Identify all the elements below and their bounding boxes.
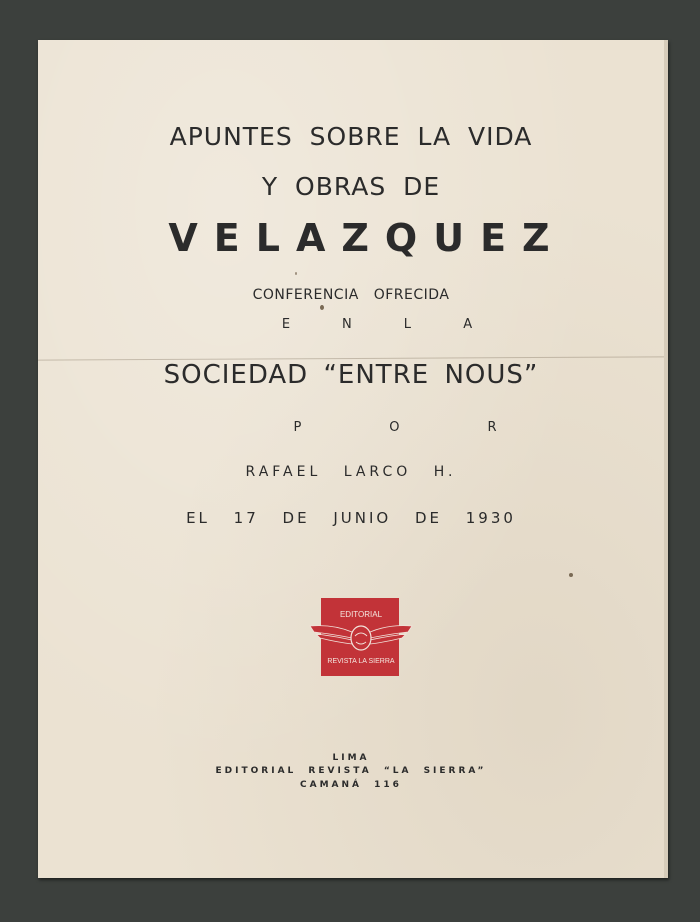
author-name: RAFAEL LARCO H. (245, 464, 457, 480)
title-line-2: Y OBRAS DE (261, 172, 441, 201)
imprint-address: CAMANÁ 116 (300, 780, 402, 790)
logo-bottom-text: REVISTA LA SIERRA (327, 658, 395, 665)
paper-stain (569, 573, 573, 577)
subtitle-line-1: CONFERENCIA OFRECIDA (252, 287, 450, 303)
logo-top-text: EDITORIAL (339, 610, 383, 619)
lecture-date: EL 17 DE JUNIO DE 1930 (186, 509, 516, 527)
publisher-logo (308, 598, 414, 676)
by-label: POR (293, 420, 585, 435)
title-line-1: APUNTES SOBRE LA VIDA (169, 122, 533, 151)
imprint-publisher: EDITORIAL REVISTA “LA SIERRA” (215, 766, 487, 776)
book-cover (38, 40, 668, 878)
venue-title: SOCIEDAD “ENTRE NOUS” (163, 360, 539, 390)
paper-stain (295, 272, 297, 275)
title-main: VELAZQUEZ (168, 216, 566, 260)
paper-stain (320, 305, 324, 310)
winged-emblem-icon (308, 616, 414, 656)
subtitle-line-2: ENLA (281, 317, 525, 332)
imprint-city: LIMA (332, 753, 370, 763)
